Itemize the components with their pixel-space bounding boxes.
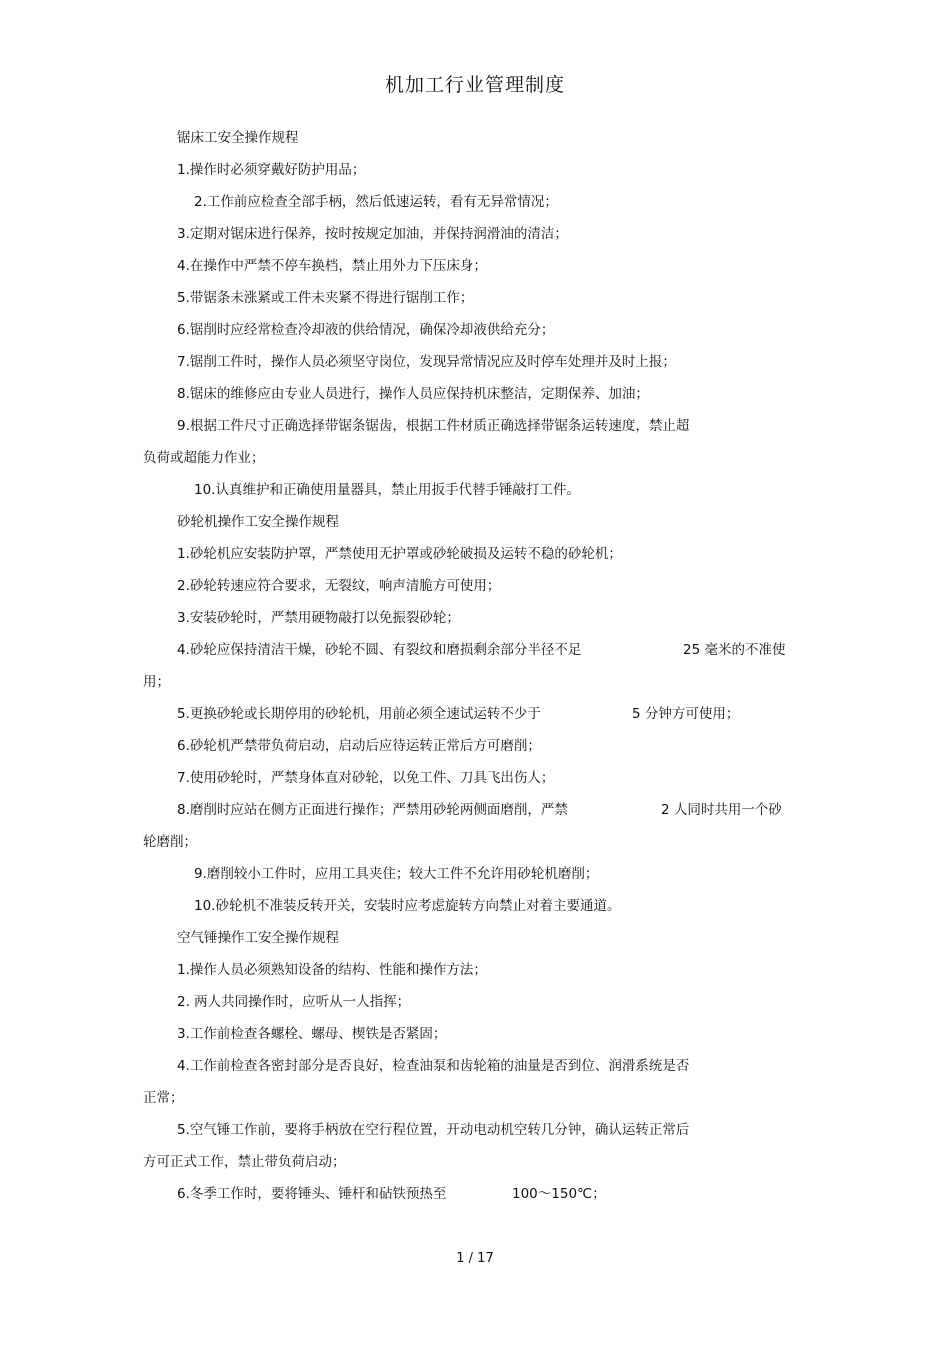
body-line: 4.砂轮应保持清洁干燥，砂轮不圆、有裂纹和磨损剩余部分半径不足 bbox=[177, 642, 582, 658]
body-line: 8.锯床的维修应由专业人员进行，操作人员应保持机床整洁，定期保养、加油； bbox=[177, 386, 649, 402]
body-line: 8.磨削时应站在侧方正面进行操作；严禁用砂轮两侧面磨削，严禁 bbox=[177, 802, 568, 818]
body-line: 4.在操作中严禁不停车换档，禁止用外力下压床身； bbox=[177, 258, 487, 274]
body-line: 7.使用砂轮时，严禁身体直对砂轮，以免工件、刀具飞出伤人； bbox=[177, 770, 555, 786]
body-line-fragment: 25 毫米的不准使 bbox=[683, 642, 786, 658]
body-line: 5.空气锤工作前，要将手柄放在空行程位置，开动电动机空转几分钟，确认运转正常后 bbox=[177, 1122, 690, 1138]
body-line: 6.锯削时应经常检查冷却液的供给情况，确保冷却液供给充分； bbox=[177, 322, 555, 338]
body-line-continuation: 方可正式工作，禁止带负荷启动； bbox=[143, 1154, 346, 1170]
body-line: 3.工作前检查各螺栓、螺母、楔铁是否紧固； bbox=[177, 1026, 447, 1042]
body-line: 10.认真维护和正确使用量器具，禁止用扳手代替手锤敲打工件。 bbox=[194, 482, 580, 498]
body-line: 4.工作前检查各密封部分是否良好，检查油泵和齿轮箱的油量是否到位、润滑系统是否 bbox=[177, 1058, 690, 1074]
section-heading-sawing: 锯床工安全操作规程 bbox=[177, 130, 299, 146]
page-number: 1 / 17 bbox=[456, 1251, 494, 1266]
body-line: 1.砂轮机应安装防护罩，严禁使用无护罩或砂轮破损及运转不稳的砂轮机； bbox=[177, 546, 622, 562]
page-title: 机加工行业管理制度 bbox=[384, 74, 565, 96]
body-line: 9.磨削较小工件时，应用工具夹住；较大工件不允许用砂轮机磨削； bbox=[194, 866, 599, 882]
body-line: 5.带锯条未涨紧或工件未夹紧不得进行锯削工作； bbox=[177, 290, 474, 306]
body-line-continuation: 负荷或超能力作业； bbox=[143, 450, 265, 466]
body-line-continuation: 用； bbox=[143, 674, 170, 690]
body-line: 2.工作前应检查全部手柄，然后低速运转，看有无异常情况； bbox=[194, 194, 558, 210]
body-line-fragment: 2 人同时共用一个砂 bbox=[661, 802, 782, 818]
section-heading-air-hammer: 空气锤操作工安全操作规程 bbox=[177, 930, 339, 946]
body-line: 1.操作人员必须熟知设备的结构、性能和操作方法； bbox=[177, 962, 487, 978]
body-line: 2.砂轮转速应符合要求，无裂纹，响声清脆方可使用； bbox=[177, 578, 501, 594]
body-line-continuation: 轮磨削； bbox=[143, 834, 197, 850]
section-heading-grinder: 砂轮机操作工安全操作规程 bbox=[177, 514, 339, 530]
body-line: 3.定期对锯床进行保养，按时按规定加油，并保持润滑油的清洁； bbox=[177, 226, 568, 242]
body-line-fragment: 100～150℃； bbox=[512, 1186, 606, 1202]
body-line: 3.安装砂轮时，严禁用硬物敲打以免振裂砂轮； bbox=[177, 610, 460, 626]
body-line: 10.砂轮机不准装反转开关，安装时应考虑旋转方向禁止对着主要通道。 bbox=[194, 898, 621, 914]
body-line: 6.冬季工作时，要将锤头、锤杆和砧铁预热至 bbox=[177, 1186, 447, 1202]
body-line: 9.根据工件尺寸正确选择带锯条锯齿，根据工件材质正确选择带锯条运转速度，禁止超 bbox=[177, 418, 690, 434]
body-line: 7.锯削工件时，操作人员必须坚守岗位，发现异常情况应及时停车处理并及时上报； bbox=[177, 354, 676, 370]
body-line: 5.更换砂轮或长期停用的砂轮机，用前必须全速试运转不少于 bbox=[177, 706, 541, 722]
body-line-fragment: 5 分钟方可使用； bbox=[632, 706, 740, 722]
body-line-continuation: 正常； bbox=[143, 1090, 184, 1106]
body-line: 2. 两人共同操作时，应听从一人指挥； bbox=[177, 994, 411, 1010]
body-line: 1.操作时必须穿戴好防护用品； bbox=[177, 162, 366, 178]
body-line: 6.砂轮机严禁带负荷启动，启动后应待运转正常后方可磨削； bbox=[177, 738, 541, 754]
